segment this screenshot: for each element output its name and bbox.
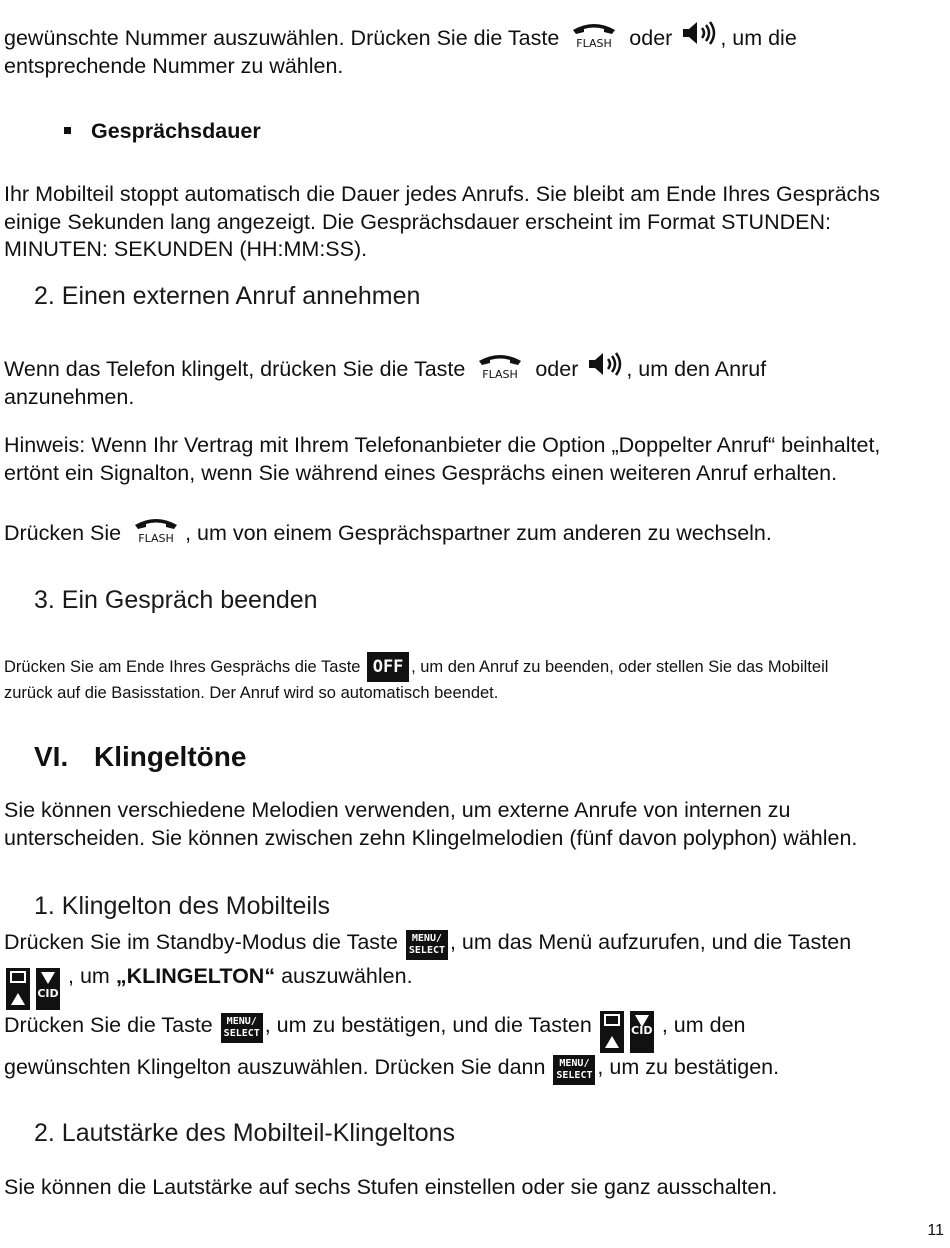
heading-ringtone-volume: 2. Lautstärke des Mobilteil-Klingeltons (34, 1119, 456, 1147)
down-cid-key-icon: CID (630, 1011, 654, 1053)
off-key-icon: OFF (367, 652, 409, 682)
paragraph-select-ringtone: Drücken Sie die Taste MENU/ SELECT , um zu bestätigen, und die Tasten CID , um den gewünschten Klingelton auszuwählen. Drücken Sie dann MENU/ SELECT , um zu bestätigen. (4, 1005, 936, 1085)
flash-key-icon (474, 352, 526, 380)
nav-keys-icon (6, 968, 66, 1010)
paragraph-switch-call: Drücken Sie FLASH , um von einem Gesprächspartner zum anderen zu wechseln. (4, 516, 936, 548)
paragraph-call-duration: Ihr Mobilteil stoppt automatisch die Dauer jedes Anrufs. Sie bleibt am Ende Ihres Gesprächs einige Sekunden lang angezeigt. Die Gesprächsdauer erscheint im Format STUNDEN: MINUTEN: SEKUNDEN (HH:MM:SS). (4, 182, 880, 261)
up-phonebook-key-icon (600, 1011, 624, 1053)
svg-text:FLASH: FLASH (482, 368, 519, 380)
paragraph-end-call: Drücken Sie am Ende Ihres Gesprächs die Taste OFF , um den Anruf zu beenden, oder stellen Sie das Mobilteil zurück auf die Basisstation. Der Anruf wird so automatisch beendet. (4, 652, 936, 704)
paragraph-note-double-call: Hinweis: Wenn Ihr Vertrag mit Ihrem Telefonanbieter die Option „Doppelter Anruf“ beinhaltet, ertönt ein Signalton, wenn Sie während eines Gesprächs einen weiteren Anruf erhalten. (4, 433, 881, 485)
bullet-call-duration: Gesprächsdauer (64, 118, 261, 145)
down-cid-key-icon: CID (36, 968, 60, 1010)
menu-select-key-icon: MENU/ SELECT (406, 930, 448, 960)
paragraph-accept-call: Wenn das Telefon klingelt, drücken Sie die Taste FLASH oder , um den Anruf anzunehmen. (4, 350, 936, 411)
svg-text:FLASH: FLASH (138, 532, 174, 544)
heading-handset-ringtone: 1. Klingelton des Mobilteils (34, 892, 330, 920)
speaker-icon (587, 350, 623, 380)
heading-ringtones: VI. Klingeltöne (34, 741, 247, 772)
page-number: 11 (927, 1222, 944, 1239)
heading-end-call: 3. Ein Gespräch beenden (34, 586, 318, 614)
paragraph-select-number: gewünschte Nummer auszuwählen. Drücken Sie die Taste FLASH oder , um die entsprechende Nummer zu wählen. (4, 19, 936, 80)
paragraph-ringtones: Sie können verschiedene Melodien verwenden, um externe Anrufe von internen zu unterscheiden. Sie können zwischen zehn Klingelmelodien (fünf davon polyphon) wählen. (4, 798, 858, 850)
up-phonebook-key-icon (6, 968, 30, 1010)
heading-accept-call: 2. Einen externen Anruf annehmen (34, 282, 421, 310)
svg-text:FLASH: FLASH (576, 37, 613, 49)
paragraph-ringtone-volume: Sie können die Lautstärke auf sechs Stufen einstellen oder sie ganz ausschalten. (4, 1175, 778, 1199)
flash-key-icon (568, 21, 620, 49)
menu-select-key-icon: MENU/ SELECT (221, 1013, 263, 1043)
flash-key-icon (130, 516, 182, 544)
bullet-square-icon (64, 127, 71, 134)
paragraph-handset-ringtone: Drücken Sie im Standby-Modus die Taste MENU/ SELECT , um das Menü aufzurufen, und die Tasten CID , um „KLINGELTON“ auszuwählen. (4, 928, 936, 1010)
speaker-icon (681, 19, 717, 49)
menu-select-key-icon: MENU/ SELECT (553, 1055, 595, 1085)
nav-keys-icon (600, 1011, 660, 1053)
